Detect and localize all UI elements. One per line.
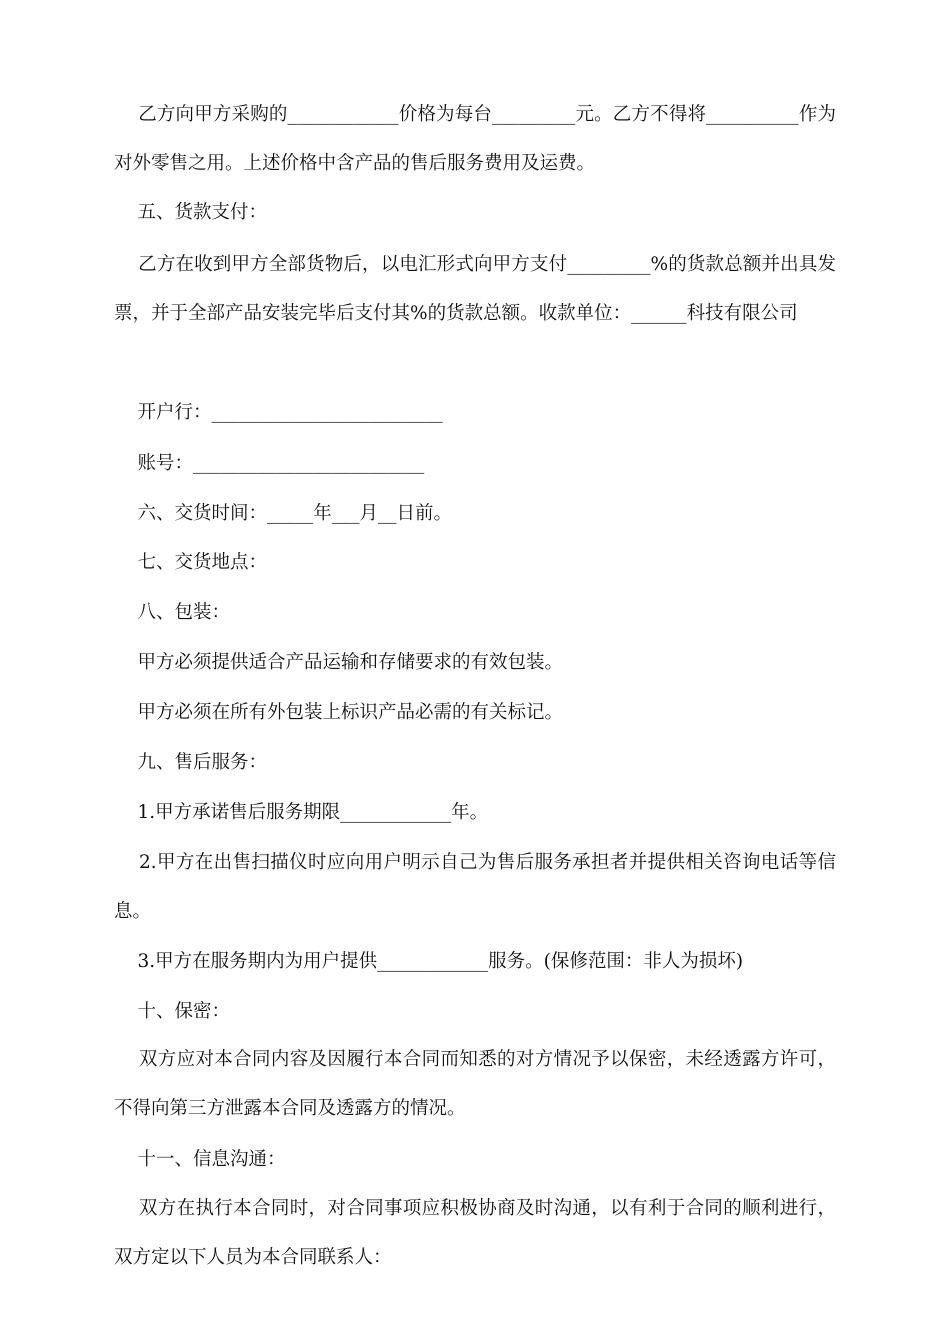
line-bank: 开户行：_________________________ [114,402,443,423]
heading-payment: 五、货款支付： [114,202,268,223]
paragraph-purchase-price: 乙方向甲方采购的____________价格为每台_________元。乙方不得将__________作为对外零售之用。上述价格中含产品的售后服务费用及运费。 [114,104,836,174]
heading-packaging: 八、包装： [114,602,231,623]
item-after-sales-2: 2.甲方在出售扫描仪时应向用户明示自己为售后服务承担者并提供相关咨询电话等信息。 [114,852,837,922]
paragraph-packaging-2: 甲方必须在所有外包装上标识产品必需的有关标记。 [114,702,564,723]
paragraph-communication: 双方在执行本合同时，对合同事项应积极协商及时沟通，以有利于合同的顺利进行，双方定以下人员为本合同联系人： [114,1198,836,1268]
paragraph-packaging-1: 甲方必须提供适合产品运输和存储要求的有效包装。 [114,652,564,673]
line-account: 账号：_________________________ [114,453,425,474]
heading-confidentiality: 十、保密： [114,1001,231,1022]
paragraph-confidentiality: 双方应对本合同内容及因履行本合同而知悉的对方情况予以保密，未经透露方许可，不得向第三方泄露本合同及透露方的情况。 [114,1049,836,1119]
heading-delivery-place: 七、交货地点： [114,552,268,573]
heading-after-sales: 九、售后服务： [114,752,268,773]
item-after-sales-3: 3.甲方在服务期内为用户提供____________服务。(保修范围：非人为损坏) [114,951,744,972]
paragraph-payment-terms: 乙方在收到甲方全部货物后，以电汇形式向甲方支付_________%的货款总额并出具发票，并于全部产品安装完毕后支付其%的货款总额。收款单位：______科技有限公司 [114,254,836,324]
heading-delivery-time: 六、交货时间：_____年___月__日前。 [114,503,453,524]
heading-communication: 十一、信息沟通： [114,1149,286,1170]
item-after-sales-1: 1.甲方承诺售后服务期限____________年。 [114,802,489,823]
